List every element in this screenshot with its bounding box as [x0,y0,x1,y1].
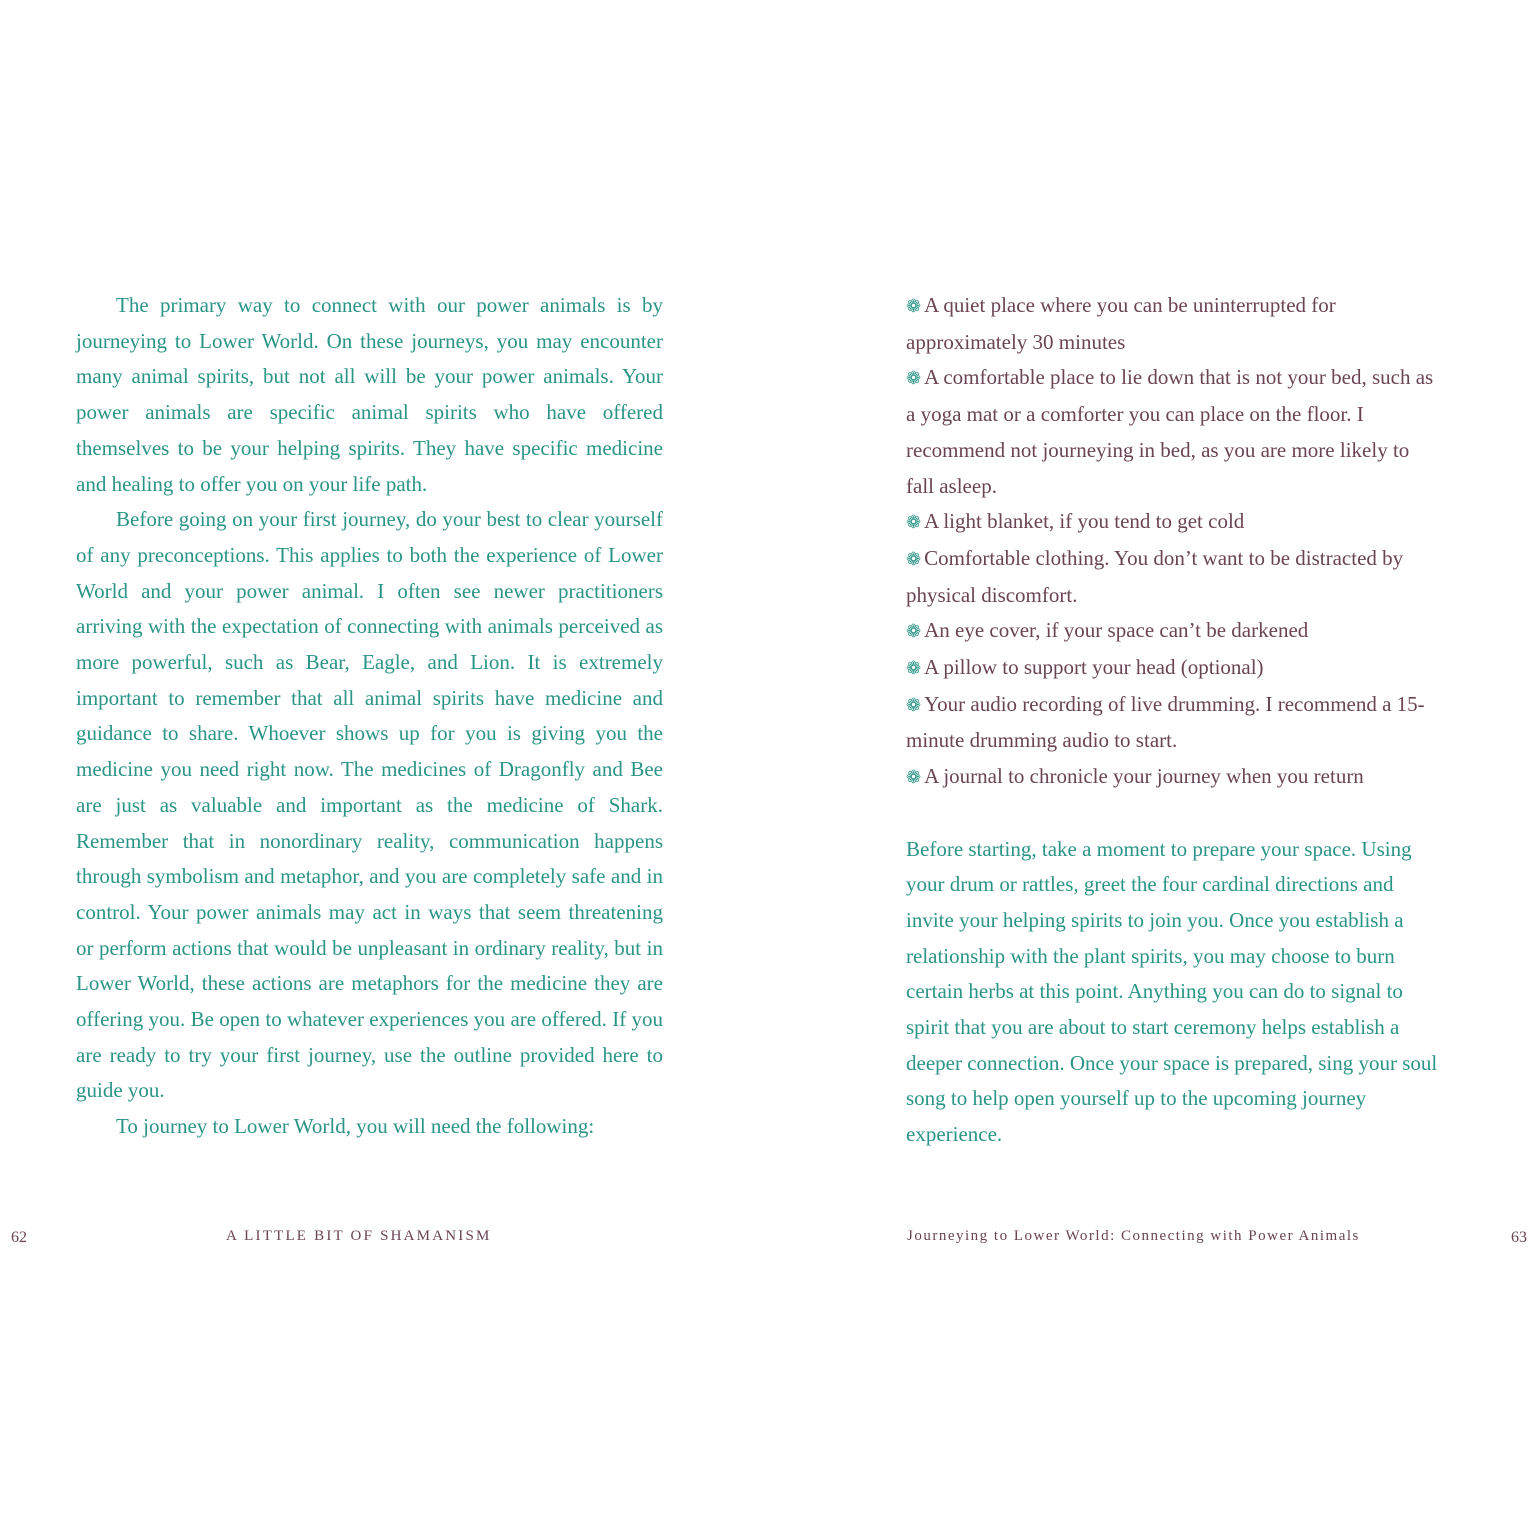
running-head-book-title: A LITTLE BIT OF SHAMANISM [226,1228,492,1244]
list-item-text: An eye cover, if your space can’t be darkened [924,618,1309,643]
list-item-text: A pillow to support your head (optional) [924,655,1264,680]
list-item-text: A quiet place where you can be uninterrupted for approximately 30 minutes [906,293,1336,354]
running-head-chapter-title: Journeying to Lower World: Connecting with Power Animals [907,1228,1360,1244]
flower-bullet-icon: ❁ [906,621,922,643]
flower-bullet-icon: ❁ [906,368,922,390]
flower-bullet-icon: ❁ [906,512,922,534]
right-page [769,0,1538,1538]
list-item [906,504,1438,541]
list-item [906,360,1438,504]
body-paragraph-2: Before going on your first journey, do your best to clear yourself of any preconceptions. This applies to both the experience of Lower World and your power animal. I often see newer practitioners arriving with the expectation of connecting with animals perceived as more powerful, such as Bear, Eagle, and Lion. It is extremely important to remember that all animal spirits have medicine and guidance to share. Whoever shows up for you is giving you the medicine you need right now. The medicines of Dragonfly and Bee are just as valuable and important as the medicine of Shark. Remember that in nonordinary reality, communication happens through symbolism and metaphor, and you are completely safe and in control. Your power animals may act in ways that seem threatening or perform actions that would be unpleasant in ordinary reality, but in Lower World, these actions are metaphors for the medicine they are offering you. Be open to whatever experiences you are offered. If you are ready to try your first journey, use the outline provided here to guide you. [76,507,663,1103]
list-item-text: A light blanket, if you tend to get cold [924,509,1245,534]
list-item-text: Comfortable clothing. You don’t want to be distracted by physical discomfort. [906,545,1404,607]
list-item-text: Your audio recording of live drumming. I recommend a 15-minute drumming audio to start. [906,691,1425,753]
body-paragraph-1: The primary way to connect with our power animals is by journeying to Lower World. On these journeys, you may encounter many animal spirits, but not all will be your power animals. Your power animals are specific animal spirits who have offered themselves to be your helping spirits. They have specific medicine and healing to offer you on your life path. [76,293,663,496]
list-item [906,541,1438,613]
left-page-body [76,288,663,1145]
list-item [906,288,1438,360]
page-number-right: 63 [1511,1229,1527,1246]
list-item [906,613,1438,650]
flower-bullet-icon: ❁ [906,296,922,317]
flower-bullet-icon: ❁ [906,767,922,789]
right-page-body [906,288,1438,1153]
body-paragraph-preparation: Before starting, take a moment to prepare your space. Using your drum or rattles, greet the four cardinal directions and invite your helping spirits to join you. Once you establish a relationship with the plant spirits, you may choose to burn certain herbs at this point. Anything you can do to signal to spirit that you are about to start ceremony helps establish a deeper connection. Once your space is prepared, sing your soul song to help open yourself up to the upcoming journey experience. [906,836,1438,1147]
body-paragraph-3: To journey to Lower World, you will need the following: [116,1114,595,1139]
flower-bullet-icon: ❁ [906,658,922,680]
list-item [906,759,1438,796]
flower-bullet-icon: ❁ [906,694,922,716]
flower-bullet-icon: ❁ [906,548,922,570]
list-item-text: A journal to chronicle your journey when you return [924,764,1364,789]
page-number-left: 62 [11,1229,27,1246]
list-item [906,687,1438,759]
list-item-text: A comfortable place to lie down that is not your bed, such as a yoga mat or a comforter you can place on the floor. I recommend not journeying in bed, as you are more likely to fall asleep. [906,365,1434,498]
supplies-list [906,288,1438,796]
list-item [906,650,1438,687]
